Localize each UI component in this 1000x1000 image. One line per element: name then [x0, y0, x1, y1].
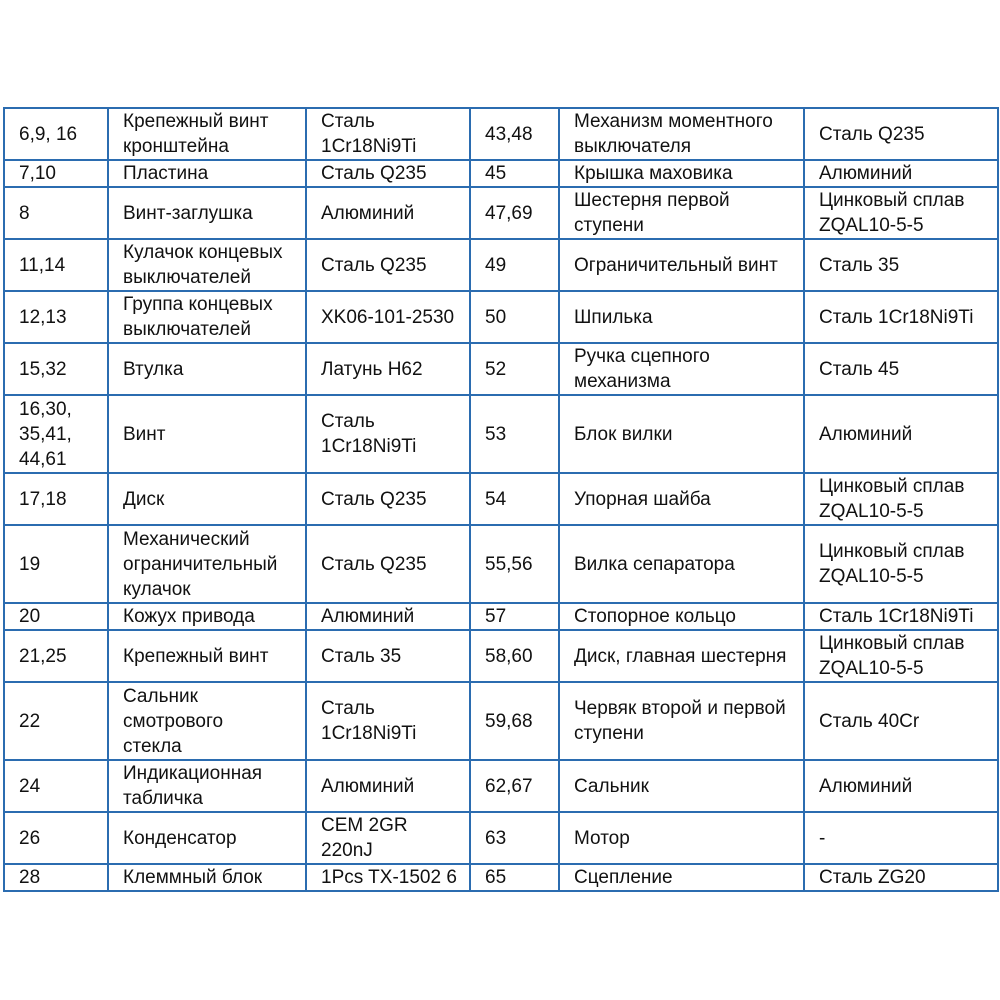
table-row [4, 291, 998, 343]
part-material: Сталь 40Cr [804, 682, 998, 760]
part-number: 53 [470, 395, 559, 473]
table-row [4, 603, 998, 630]
part-number: 52 [470, 343, 559, 395]
part-name: Ограничительный винт [559, 239, 804, 291]
part-material: Сталь ZG20 [804, 864, 998, 891]
table-row [4, 160, 998, 187]
part-number: 49 [470, 239, 559, 291]
part-material: Сталь 1Cr18Ni9Ti [804, 291, 998, 343]
part-number: 62,67 [470, 760, 559, 812]
part-number: 28 [4, 864, 108, 891]
table-row [4, 187, 998, 239]
part-material: Сталь 35 [804, 239, 998, 291]
part-name: Стопорное кольцо [559, 603, 804, 630]
part-material: Цинковый сплав ZQAL10-5-5 [804, 187, 998, 239]
part-material: Сталь 1Cr18Ni9Ti [306, 108, 470, 160]
part-number: 65 [470, 864, 559, 891]
part-number: 55,56 [470, 525, 559, 603]
part-number: 59,68 [470, 682, 559, 760]
part-material: Цинковый сплав ZQAL10-5-5 [804, 473, 998, 525]
part-material: Сталь 1Cr18Ni9Ti [804, 603, 998, 630]
part-number: 54 [470, 473, 559, 525]
part-name: Мотор [559, 812, 804, 864]
part-name: Кулачок концевых выключателей [108, 239, 306, 291]
part-material: - [804, 812, 998, 864]
part-number: 45 [470, 160, 559, 187]
part-name: Клеммный блок [108, 864, 306, 891]
part-material: Сталь Q235 [306, 160, 470, 187]
part-name: Группа концевых выключателей [108, 291, 306, 343]
part-name: Втулка [108, 343, 306, 395]
part-material: Цинковый сплав ZQAL10-5-5 [804, 525, 998, 603]
part-number: 58,60 [470, 630, 559, 682]
part-number: 24 [4, 760, 108, 812]
part-number: 57 [470, 603, 559, 630]
part-material: Сталь 35 [306, 630, 470, 682]
part-number: 16,30, 35,41, 44,61 [4, 395, 108, 473]
part-number: 7,10 [4, 160, 108, 187]
part-name: Винт [108, 395, 306, 473]
table-row [4, 473, 998, 525]
part-material: 1Pcs TX-1502 6 [306, 864, 470, 891]
part-material: Алюминий [306, 603, 470, 630]
part-material: Сталь 1Cr18Ni9Ti [306, 682, 470, 760]
part-number: 26 [4, 812, 108, 864]
table-row [4, 812, 998, 864]
table-row [4, 630, 998, 682]
part-material: Алюминий [306, 760, 470, 812]
table-row [4, 525, 998, 603]
part-number: 6,9, 16 [4, 108, 108, 160]
part-name: Конденсатор [108, 812, 306, 864]
table-row [4, 682, 998, 760]
part-material: XK06-101-2530 [306, 291, 470, 343]
parts-table [3, 107, 999, 892]
part-number: 47,69 [470, 187, 559, 239]
part-number: 11,14 [4, 239, 108, 291]
part-name: Индикационная табличка [108, 760, 306, 812]
part-material: Сталь Q235 [306, 525, 470, 603]
part-material: Алюминий [804, 395, 998, 473]
part-name: Пластина [108, 160, 306, 187]
part-number: 43,48 [470, 108, 559, 160]
part-name: Диск, главная шестерня [559, 630, 804, 682]
part-name: Шестерня первой ступени [559, 187, 804, 239]
part-number: 8 [4, 187, 108, 239]
part-name: Винт-заглушка [108, 187, 306, 239]
part-material: Алюминий [804, 160, 998, 187]
part-name: Механический ограничительный кулачок [108, 525, 306, 603]
part-name: Крепежный винт кронштейна [108, 108, 306, 160]
part-name: Шпилька [559, 291, 804, 343]
part-material: Сталь 45 [804, 343, 998, 395]
table-row [4, 760, 998, 812]
table-row [4, 108, 998, 160]
part-material: Сталь 1Cr18Ni9Ti [306, 395, 470, 473]
part-material: Алюминий [306, 187, 470, 239]
part-number: 21,25 [4, 630, 108, 682]
table-row [4, 343, 998, 395]
part-material: Сталь Q235 [306, 239, 470, 291]
part-name: Диск [108, 473, 306, 525]
part-number: 50 [470, 291, 559, 343]
part-material: Алюминий [804, 760, 998, 812]
part-name: Сальник [559, 760, 804, 812]
part-name: Механизм моментного выключателя [559, 108, 804, 160]
part-number: 20 [4, 603, 108, 630]
part-number: 19 [4, 525, 108, 603]
table-row [4, 864, 998, 891]
table-row [4, 239, 998, 291]
part-name: Сцепление [559, 864, 804, 891]
part-material: CEM 2GR 220nJ [306, 812, 470, 864]
part-number: 22 [4, 682, 108, 760]
part-material: Латунь H62 [306, 343, 470, 395]
part-material: Цинковый сплав ZQAL10-5-5 [804, 630, 998, 682]
part-name: Сальник смотрового стекла [108, 682, 306, 760]
part-name: Крышка маховика [559, 160, 804, 187]
part-name: Кожух привода [108, 603, 306, 630]
part-material: Сталь Q235 [306, 473, 470, 525]
part-name: Крепежный винт [108, 630, 306, 682]
part-name: Ручка сцепного механизма [559, 343, 804, 395]
part-name: Блок вилки [559, 395, 804, 473]
part-material: Сталь Q235 [804, 108, 998, 160]
part-name: Упорная шайба [559, 473, 804, 525]
part-number: 63 [470, 812, 559, 864]
part-number: 15,32 [4, 343, 108, 395]
part-name: Червяк второй и первой ступени [559, 682, 804, 760]
part-name: Вилка сепаратора [559, 525, 804, 603]
part-number: 12,13 [4, 291, 108, 343]
table-row [4, 395, 998, 473]
part-number: 17,18 [4, 473, 108, 525]
